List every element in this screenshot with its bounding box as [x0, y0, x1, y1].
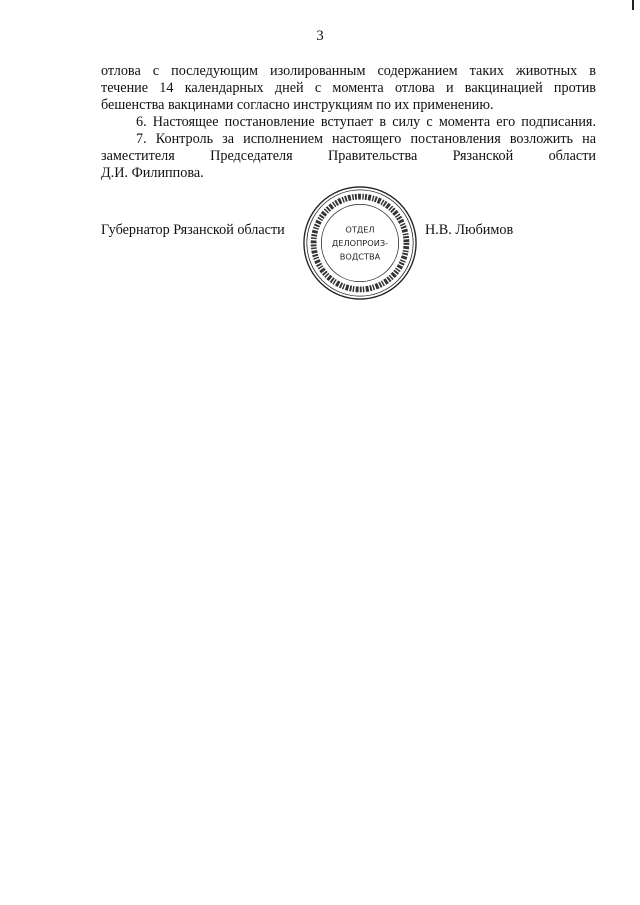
- stamp-center-line: ОТДЕЛ: [345, 224, 375, 235]
- body-line: Д.И. Филиппова.: [101, 165, 204, 181]
- stamp-center-line: ВОДСТВА: [339, 251, 381, 262]
- official-stamp: [302, 185, 418, 301]
- paragraph-7: 7. Контроль за исполнением настоящего постановления возложить на: [136, 131, 596, 147]
- paragraph-6: 6. Настоящее постановление вступает в силу с момента его подписания.: [136, 114, 596, 130]
- body-line: заместителя Председателя Правительства Рязанской области: [101, 148, 596, 164]
- body-line: отлова с последующим изолированным содержанием таких животных в: [101, 63, 596, 79]
- signatory-name: Н.В. Любимов: [425, 222, 514, 238]
- stamp-center-line: ДЕЛОПРОИЗ-: [331, 237, 389, 248]
- scan-edge-mark: [632, 0, 634, 10]
- body-line: течение 14 календарных дней с момента отлова и вакцинацией против: [101, 80, 596, 96]
- body-line: бешенства вакцинами согласно инструкциям по их применению.: [101, 97, 494, 113]
- signatory-title: Губернатор Рязанской области: [101, 222, 285, 238]
- page-number: 3: [316, 28, 324, 44]
